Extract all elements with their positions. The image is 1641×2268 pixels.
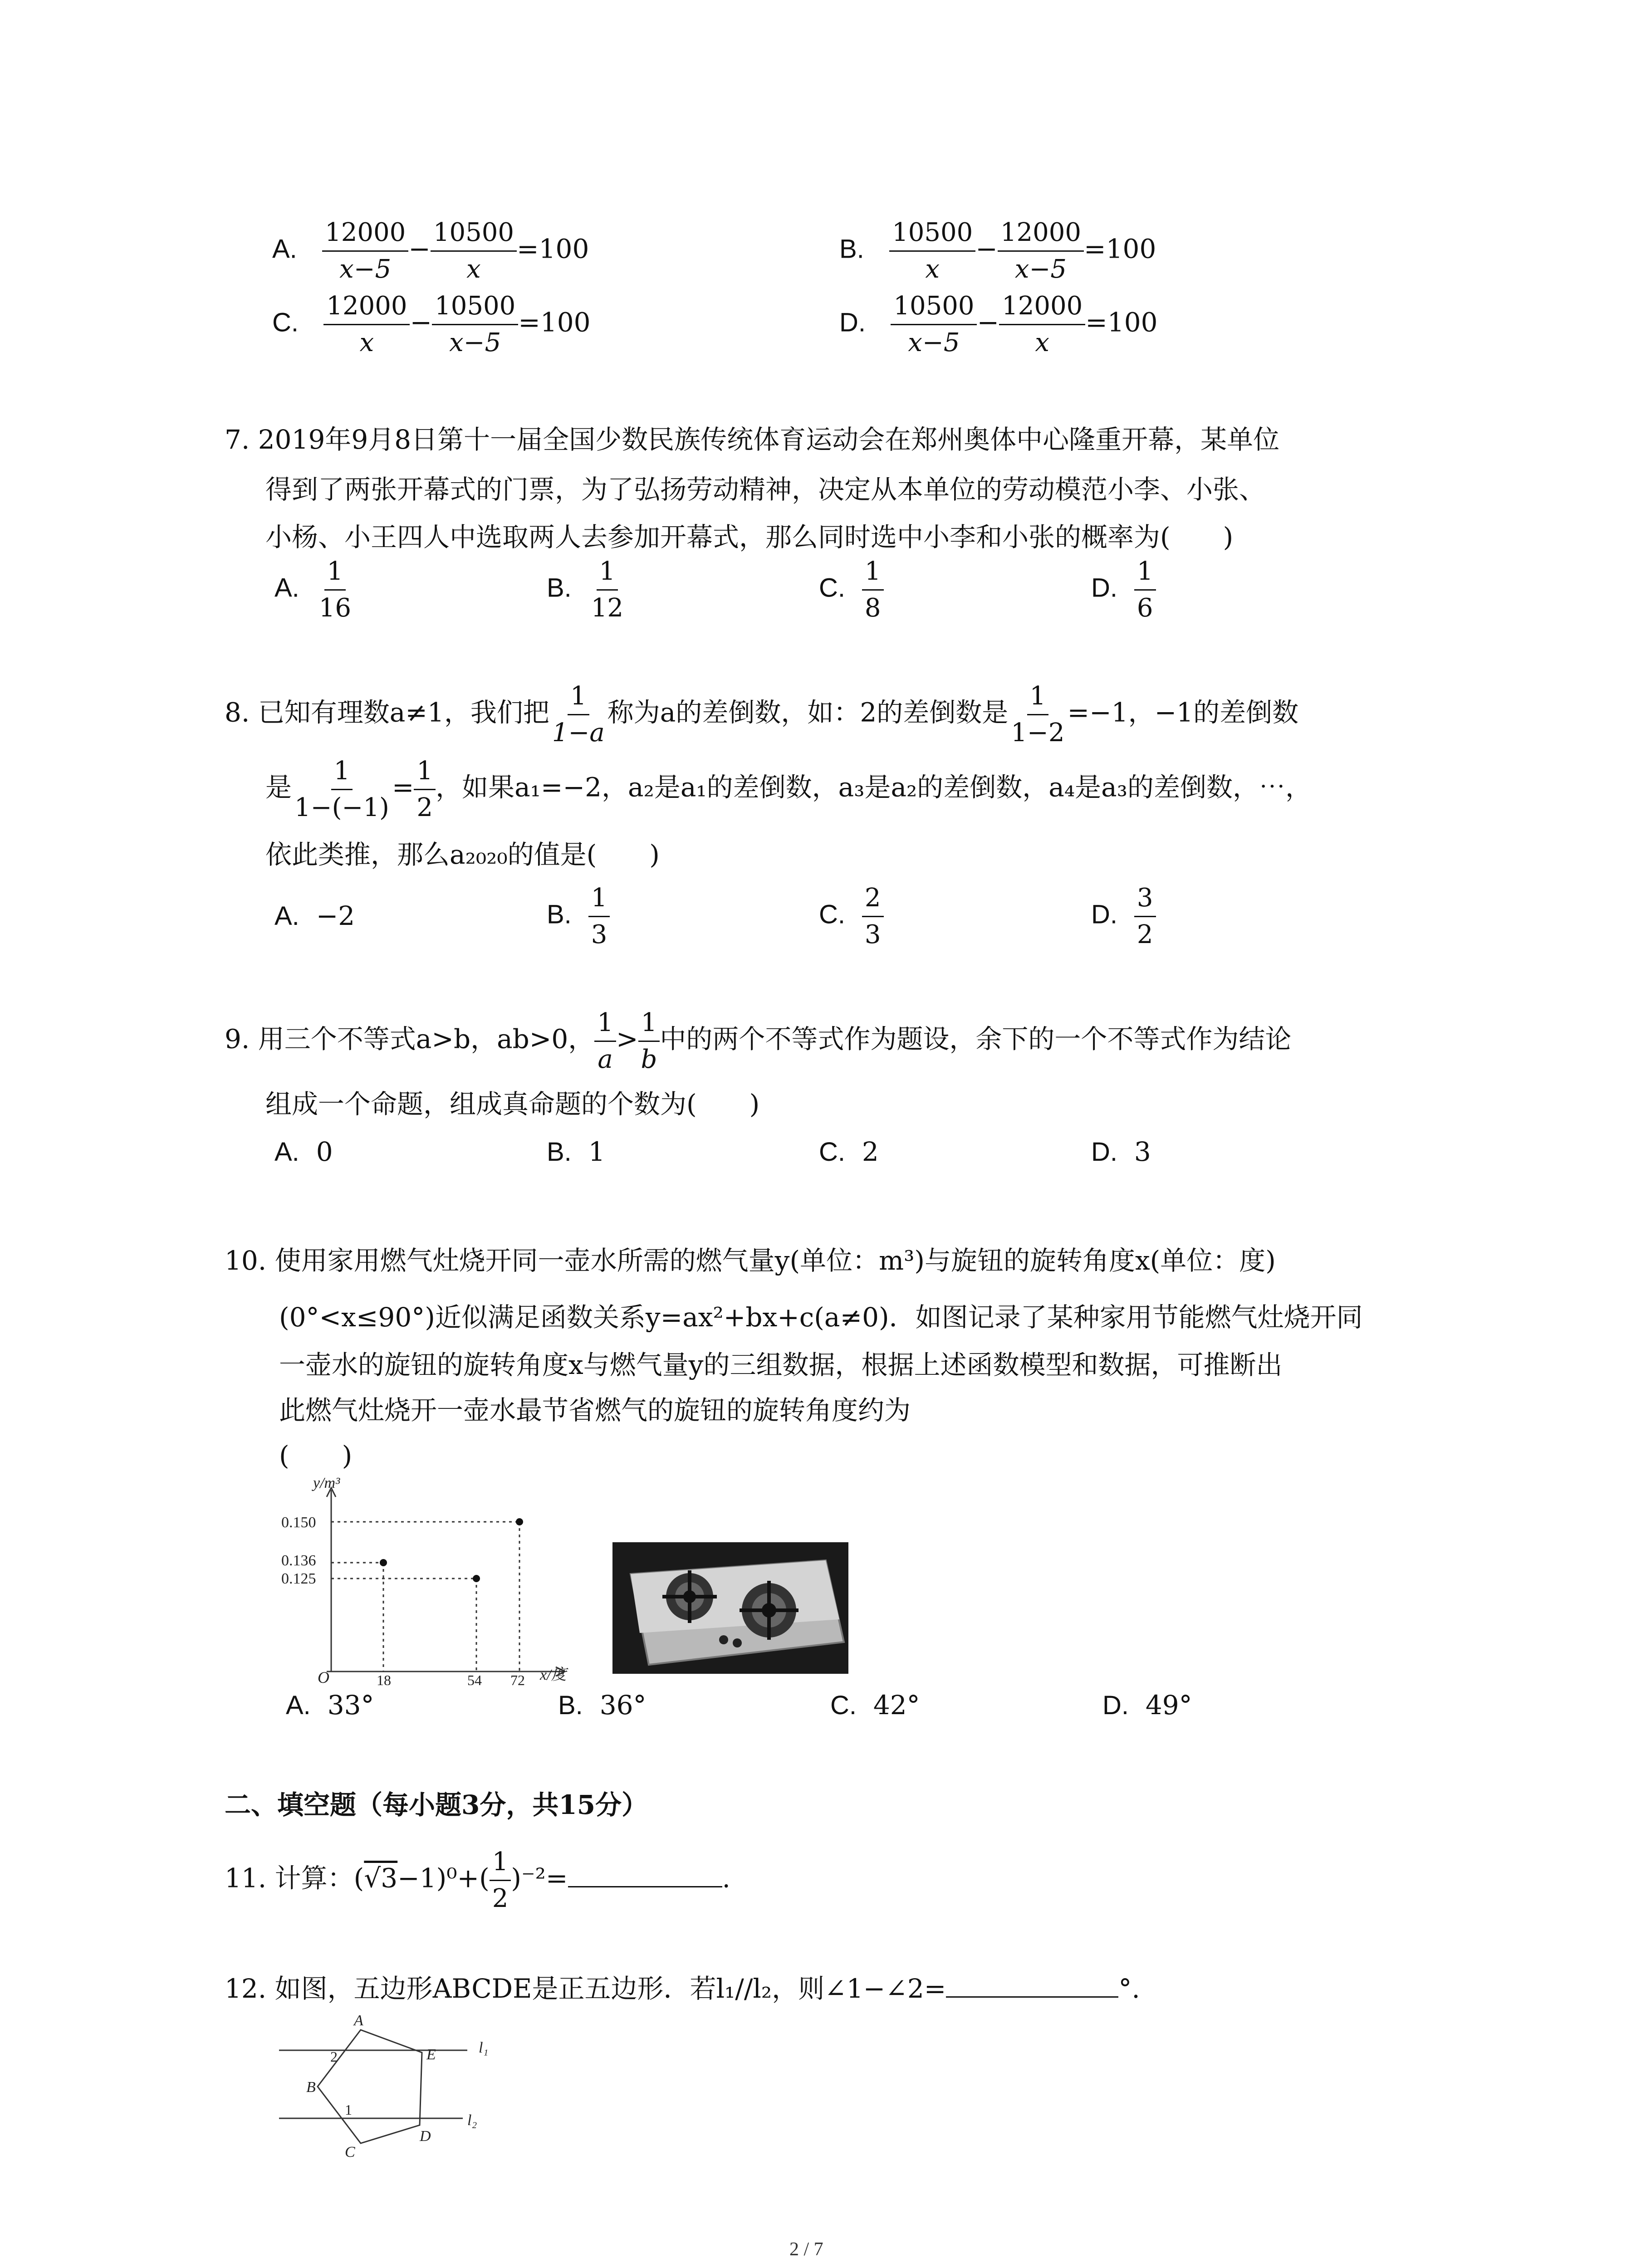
q8-option-a: A. −2 [274, 900, 355, 931]
q9-line-1: 9. 用三个不等式a>b，ab>0， $\frac{1}{a}$ > $\frac{1}{b}$ 中的两个不等式作为题设，余下的一个不等式作为结论 [225, 1007, 1291, 1075]
q8-line-3: 依此类推，那么a₂₀₂₀的值是( ) [265, 839, 660, 870]
q10-line-3: 一壶水的旋钮的旋转角度x与燃气量y的三组数据，根据上述函数模型和数据，可推断出 [279, 1349, 1283, 1380]
fraction: $\frac{1}{1-2}$ [1011, 681, 1065, 748]
vertex-label: D [420, 2128, 431, 2145]
x-tick-label: 72 [510, 1672, 525, 1685]
q8-option-c: C. $\frac{2}{3}$ [819, 882, 884, 951]
fraction: $\frac{1}{12}$ [591, 557, 623, 623]
q10-line-1: 10. 使用家用燃气灶烧开同一壶水所需的燃气量y(单位：m³)与旋钮的旋转角度x(单位：度) [225, 1245, 1276, 1276]
y-tick-label: 0.150 [281, 1514, 316, 1531]
q7-option-b: B. $\frac{1}{12}$ [547, 556, 626, 624]
fraction: $\frac{10500}{x-5}$ [432, 290, 518, 359]
line-label: l₂ [467, 2112, 477, 2129]
answer-blank[interactable] [946, 1971, 1118, 1998]
line-label: l₁ [479, 2039, 489, 2056]
knob-icon [719, 1635, 728, 1644]
data-point [380, 1559, 387, 1566]
section-heading: 二、填空题（每小题3分，共15分） [225, 1789, 648, 1820]
fraction: $\frac{1}{3}$ [588, 882, 610, 951]
q9-option-d: D. 3 [1091, 1136, 1151, 1167]
q6-option-d: D. $\frac{10500}{x-5}$ − $\frac{12000}{x}$ =100 [839, 290, 1158, 359]
q10-option-d: D. 49° [1102, 1690, 1192, 1721]
q10-option-a: A. 33° [286, 1690, 374, 1721]
pentagon-figure [272, 2009, 508, 2159]
q10-line-2: (0°<x≤90°)近似满足函数关系y=ax²+bx+c(a≠0)．如图记录了某种家用节能燃气灶烧开同 [279, 1302, 1363, 1333]
q10-line-5: ( ) [279, 1440, 353, 1471]
fraction: $\frac{1}{1-a}$ [552, 681, 605, 748]
vertex-label: A [354, 2012, 363, 2029]
fraction: $\frac{10500}{x-5}$ [891, 290, 977, 359]
y-tick-label: 0.136 [281, 1552, 316, 1569]
q7-line-1: 7. 2019年9月8日第十一届全国少数民族传统体育运动会在郑州奥体中心隆重开幕，某单位 [225, 424, 1280, 455]
vertex-label: B [306, 2079, 316, 2096]
pentagon [318, 2030, 422, 2143]
q10-graph [272, 1476, 590, 1685]
fraction: $\frac{1}{8}$ [862, 556, 884, 624]
origin-label: O [318, 1668, 329, 1685]
q6-option-c: C. $\frac{12000}{x}$ − $\frac{10500}{x-5}$ =100 [272, 290, 591, 359]
q6-option-b: B. $\frac{10500}{x}$ − $\frac{12000}{x-5}$ =100 [839, 217, 1156, 285]
vertex-label: C [345, 2144, 355, 2159]
fraction: $\frac{12000}{x}$ [323, 290, 410, 359]
q9-option-b: B. 1 [547, 1136, 605, 1167]
answer-blank[interactable] [568, 1861, 722, 1887]
x-tick-label: 54 [467, 1672, 482, 1685]
angle-label: 2 [330, 2048, 338, 2065]
q7-option-a: A. $\frac{1}{16}$ [274, 556, 354, 624]
fraction: $\frac{12000}{x-5}$ [998, 217, 1084, 285]
q12-line: 12. 如图，五边形ABCDE是正五边形．若l₁//l₂，则∠1−∠2= °. [225, 1971, 1140, 2002]
q9-line-2: 组成一个命题，组成真命题的个数为( ) [265, 1089, 760, 1119]
fraction: $\frac{10500}{x}$ [431, 217, 517, 285]
fraction: $\frac{1}{2}$ [414, 755, 436, 824]
vertex-label: E [426, 2046, 436, 2063]
fraction: $\frac{1}{1-(-1)}$ [294, 756, 389, 822]
fraction: $\frac{2}{3}$ [862, 882, 884, 951]
stove-photo [612, 1542, 848, 1674]
data-point [516, 1518, 523, 1525]
q10-option-c: C. 42° [830, 1690, 920, 1721]
fraction: $\frac{12000}{x-5}$ [322, 217, 408, 285]
q7-option-d: D. $\frac{1}{6}$ [1091, 556, 1156, 624]
q8-line-1: 8. 已知有理数a≠1，我们把 $\frac{1}{1-a}$ 称为a的差倒数，如：2的差倒数是 $\frac{1}{1-2}$ =−1，−1的差倒数 [225, 680, 1298, 749]
q10-line-4: 此燃气灶烧开一壶水最节省燃气的旋钮的旋转角度约为 [279, 1395, 911, 1426]
fraction: $\frac{1}{b}$ [638, 1007, 660, 1075]
fraction: $\frac{1}{2}$ [490, 1846, 511, 1915]
q8-line-2: 是 $\frac{1}{1-(-1)}$ = $\frac{1}{2}$ ，如果a₁=−2，a₂是a₁的差倒数，a₃是a₂的差倒数，a₄是a₃的差倒数，⋯， [265, 755, 1312, 824]
y-tick-label: 0.125 [281, 1570, 316, 1587]
fraction: $\frac{12000}{x}$ [999, 290, 1085, 359]
q7-line-2: 得到了两张开幕式的门票，为了弘扬劳动精神，决定从本单位的劳动模范小李、小张、 [265, 474, 1266, 505]
angle-label: 1 [345, 2102, 352, 2118]
x-axis-label: x/度 [540, 1667, 567, 1683]
q9-option-c: C. 2 [819, 1136, 879, 1167]
fraction: $\frac{1}{16}$ [318, 557, 351, 623]
fraction: $\frac{10500}{x}$ [889, 217, 975, 285]
q9-option-a: A. 0 [274, 1136, 333, 1167]
fraction: $\frac{1}{6}$ [1134, 556, 1156, 624]
q8-option-d: D. $\frac{3}{2}$ [1091, 882, 1156, 951]
q7-option-c: C. $\frac{1}{8}$ [819, 556, 884, 624]
x-tick-label: 18 [377, 1672, 391, 1685]
q6-option-a: A. $\frac{12000}{x-5}$ − $\frac{10500}{x}$ =100 [272, 217, 589, 285]
fraction: $\frac{3}{2}$ [1134, 882, 1156, 951]
knob-icon [733, 1638, 742, 1647]
page-number: 2 / 7 [789, 2239, 823, 2260]
q8-option-b: B. $\frac{1}{3}$ [547, 882, 610, 951]
q10-option-b: B. 36° [558, 1690, 647, 1721]
q11-line: 11. 计算：(√3−1)⁰+( $\frac{1}{2}$ )⁻²= . [225, 1846, 730, 1915]
data-point [473, 1575, 480, 1582]
y-axis-label: y/m³ [313, 1476, 340, 1491]
q7-line-3: 小杨、小王四人中选取两人去参加开幕式，那么同时选中小李和小张的概率为( ) [265, 522, 1234, 552]
fraction: $\frac{1}{a}$ [594, 1007, 616, 1075]
